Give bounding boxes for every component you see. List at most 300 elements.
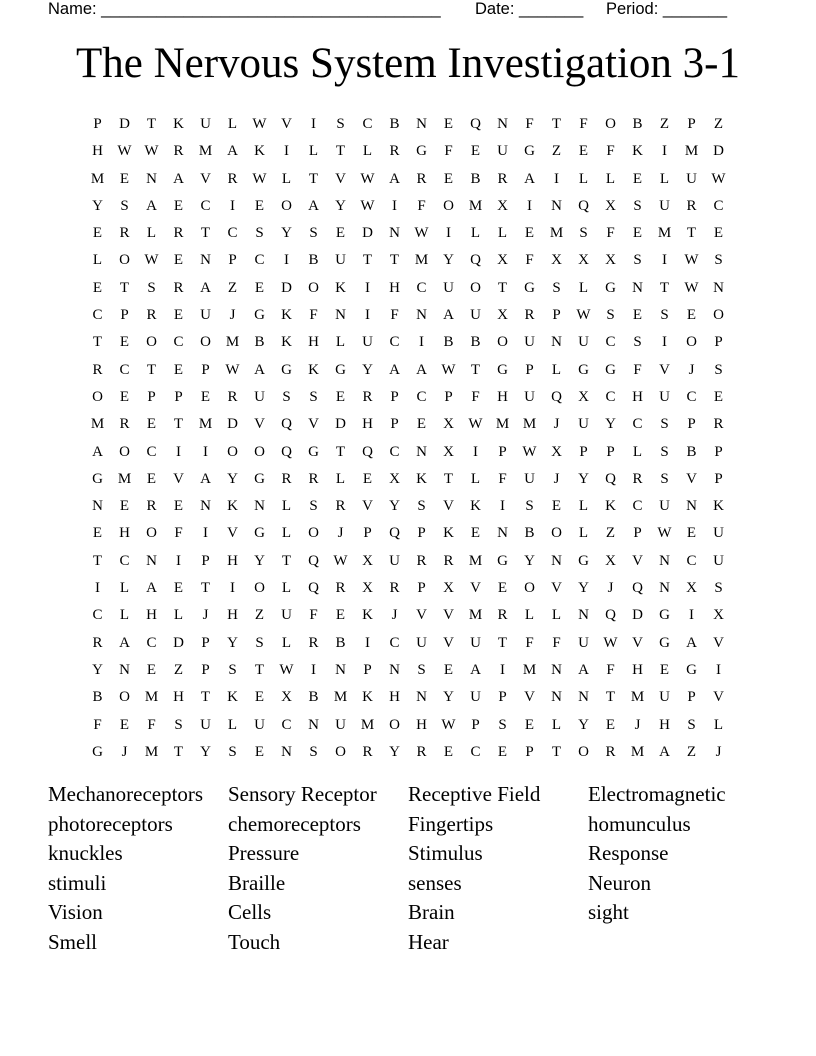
grid-letter[interactable]: J [688,361,695,378]
grid-letter[interactable]: G [254,525,265,542]
grid-letter[interactable]: N [200,252,211,269]
grid-letter[interactable]: F [525,116,534,132]
grid-letter[interactable]: P [687,689,696,706]
grid-letter[interactable]: Y [227,470,238,487]
grid-letter[interactable]: W [252,116,267,132]
grid-letter[interactable]: P [174,388,183,405]
grid-letter[interactable]: K [281,334,292,351]
grid-letter[interactable]: G [524,279,535,296]
grid-letter[interactable]: T [281,552,292,569]
grid-letter[interactable]: V [416,607,427,624]
grid-letter[interactable]: C [200,197,211,214]
grid-letter[interactable]: T [335,143,346,160]
grid-letter[interactable]: E [497,743,508,760]
grid-letter[interactable]: Y [254,552,265,569]
grid-letter[interactable]: V [362,498,373,515]
grid-letter[interactable]: X [551,252,562,269]
grid-letter[interactable]: P [687,416,696,433]
grid-letter[interactable]: E [173,252,184,269]
grid-letter[interactable]: U [659,498,670,515]
grid-letter[interactable]: N [497,116,508,132]
grid-letter[interactable]: L [281,634,292,651]
grid-letter[interactable]: E [632,307,643,324]
grid-letter[interactable]: V [200,170,211,187]
grid-letter[interactable]: M [117,470,132,487]
grid-letter[interactable]: P [579,443,588,460]
grid-letter[interactable]: P [444,388,453,405]
grid-letter[interactable]: E [173,361,184,378]
grid-letter[interactable]: R [281,470,292,487]
grid-letter[interactable]: Y [281,225,292,242]
grid-letter[interactable]: Y [443,689,454,706]
grid-letter[interactable]: X [443,580,454,597]
grid-letter[interactable]: U [713,525,724,542]
grid-letter[interactable]: S [714,361,723,378]
grid-letter[interactable]: B [308,689,319,706]
grid-letter[interactable]: R [335,498,346,515]
grid-letter[interactable]: Z [686,743,697,760]
grid-letter[interactable]: X [443,416,454,433]
grid-letter[interactable]: M [468,607,483,624]
grid-letter[interactable]: R [119,225,130,242]
grid-letter[interactable]: G [416,143,427,160]
grid-letter[interactable]: U [335,252,346,269]
grid-letter[interactable]: O [713,307,724,324]
grid-letter[interactable]: F [444,143,453,160]
grid-letter[interactable]: P [687,116,696,132]
grid-letter[interactable]: I [473,443,478,460]
grid-letter[interactable]: P [201,661,210,678]
grid-letter[interactable]: E [632,225,643,242]
grid-letter[interactable]: U [524,388,535,405]
grid-letter[interactable]: R [686,197,697,214]
grid-letter[interactable]: D [119,116,130,132]
grid-letter[interactable]: Y [578,716,589,733]
grid-letter[interactable]: V [686,470,697,487]
grid-letter[interactable]: C [119,361,130,378]
grid-letter[interactable]: M [360,716,375,733]
grid-letter[interactable]: S [633,252,642,269]
grid-letter[interactable]: Y [443,252,454,269]
grid-letter[interactable]: A [254,361,265,378]
grid-letter[interactable]: E [146,416,157,433]
grid-letter[interactable]: L [281,498,292,515]
grid-letter[interactable]: R [119,416,130,433]
grid-letter[interactable]: L [281,525,292,542]
grid-letter[interactable]: O [551,525,562,542]
grid-letter[interactable]: E [254,279,265,296]
grid-letter[interactable]: V [713,689,724,706]
grid-letter[interactable]: H [389,279,400,296]
grid-letter[interactable]: T [200,225,211,242]
grid-letter[interactable]: H [632,388,643,405]
grid-letter[interactable]: E [92,525,103,542]
grid-letter[interactable]: H [227,607,238,624]
grid-letter[interactable]: T [686,225,697,242]
grid-letter[interactable]: F [552,634,561,651]
grid-letter[interactable]: T [92,552,103,569]
grid-letter[interactable]: E [146,661,157,678]
grid-letter[interactable]: Z [227,279,238,296]
grid-letter[interactable]: P [552,307,561,324]
grid-letter[interactable]: E [119,334,130,351]
grid-letter[interactable]: F [498,470,507,487]
grid-letter[interactable]: E [659,661,670,678]
grid-letter[interactable]: N [281,743,292,760]
grid-letter[interactable]: T [470,361,481,378]
grid-letter[interactable]: S [228,743,237,760]
grid-letter[interactable]: M [630,689,645,706]
grid-letter[interactable]: B [254,334,265,351]
grid-letter[interactable]: W [441,361,456,378]
grid-letter[interactable]: P [363,661,372,678]
grid-letter[interactable]: O [389,716,400,733]
grid-letter[interactable]: P [93,116,102,132]
grid-letter[interactable]: N [92,498,103,515]
grid-letter[interactable]: L [713,716,724,733]
grid-letter[interactable]: Q [605,470,616,487]
grid-letter[interactable]: S [309,388,318,405]
grid-letter[interactable]: H [119,525,130,542]
grid-letter[interactable]: T [389,252,400,269]
grid-letter[interactable]: M [495,416,510,433]
grid-letter[interactable]: S [228,661,237,678]
grid-letter[interactable]: K [443,525,454,542]
grid-letter[interactable]: R [227,388,238,405]
grid-letter[interactable]: E [713,388,724,405]
grid-letter[interactable]: U [200,307,211,324]
grid-letter[interactable]: M [549,225,564,242]
grid-letter[interactable]: Y [92,661,103,678]
grid-letter[interactable]: Q [605,607,616,624]
grid-letter[interactable]: L [470,225,481,242]
grid-letter[interactable]: Q [308,580,319,597]
grid-letter[interactable]: K [227,498,238,515]
grid-letter[interactable]: I [662,334,667,351]
grid-letter[interactable]: E [173,580,184,597]
grid-letter[interactable]: L [497,225,508,242]
grid-letter[interactable]: O [119,252,130,269]
grid-letter[interactable]: A [308,197,319,214]
grid-letter[interactable]: F [606,661,615,678]
grid-letter[interactable]: S [498,716,507,733]
grid-letter[interactable]: E [119,388,130,405]
grid-letter[interactable]: F [525,634,534,651]
grid-letter[interactable]: A [200,470,211,487]
grid-letter[interactable]: N [146,170,157,187]
grid-letter[interactable]: X [497,307,508,324]
grid-letter[interactable]: F [390,307,399,324]
grid-letter[interactable]: B [470,170,481,187]
grid-letter[interactable]: X [443,443,454,460]
grid-letter[interactable]: V [443,498,454,515]
grid-letter[interactable]: V [308,416,319,433]
grid-letter[interactable]: O [308,279,319,296]
grid-letter[interactable]: C [362,116,373,132]
grid-letter[interactable]: P [714,443,723,460]
grid-letter[interactable]: Y [335,197,346,214]
grid-letter[interactable]: O [335,743,346,760]
grid-letter[interactable]: W [252,170,267,187]
grid-letter[interactable]: I [230,197,235,214]
grid-letter[interactable]: I [203,443,208,460]
grid-letter[interactable]: I [176,552,181,569]
grid-letter[interactable]: W [360,170,375,187]
grid-letter[interactable]: F [417,197,426,214]
grid-letter[interactable]: Q [578,197,589,214]
grid-letter[interactable]: O [92,388,103,405]
grid-letter[interactable]: R [308,470,319,487]
grid-letter[interactable]: L [335,470,346,487]
grid-letter[interactable]: L [578,498,589,515]
grid-letter[interactable]: B [443,334,454,351]
grid-letter[interactable]: R [173,143,184,160]
grid-letter[interactable]: O [254,443,265,460]
grid-letter[interactable]: K [416,470,427,487]
grid-letter[interactable]: U [254,716,265,733]
grid-letter[interactable]: G [254,470,265,487]
grid-letter[interactable]: I [392,197,397,214]
grid-letter[interactable]: Q [281,443,292,460]
grid-letter[interactable]: G [605,361,616,378]
grid-letter[interactable]: E [335,225,346,242]
grid-letter[interactable]: P [714,334,723,351]
grid-letter[interactable]: K [470,498,481,515]
grid-letter[interactable]: W [657,525,672,542]
grid-letter[interactable]: E [173,498,184,515]
grid-letter[interactable]: G [335,361,346,378]
grid-letter[interactable]: I [176,443,181,460]
grid-letter[interactable]: S [282,388,291,405]
grid-letter[interactable]: O [578,743,589,760]
grid-letter[interactable]: P [147,388,156,405]
grid-letter[interactable]: Y [362,361,373,378]
grid-letter[interactable]: R [443,552,454,569]
grid-letter[interactable]: W [441,716,456,733]
grid-letter[interactable]: O [254,580,265,597]
grid-letter[interactable]: U [200,716,211,733]
grid-letter[interactable]: K [605,498,616,515]
grid-letter[interactable]: Y [605,416,616,433]
grid-letter[interactable]: S [660,416,669,433]
grid-letter[interactable]: M [198,416,213,433]
grid-letter[interactable]: R [416,170,427,187]
grid-letter[interactable]: Y [200,743,211,760]
grid-letter[interactable]: O [281,197,292,214]
grid-letter[interactable]: Y [389,743,400,760]
grid-letter[interactable]: P [228,252,237,269]
grid-letter[interactable]: S [255,634,264,651]
grid-letter[interactable]: C [92,307,103,324]
grid-letter[interactable]: D [173,634,184,651]
grid-letter[interactable]: E [335,607,346,624]
grid-letter[interactable]: S [120,197,129,214]
grid-letter[interactable]: V [443,607,454,624]
grid-letter[interactable]: N [335,661,346,678]
grid-letter[interactable]: Q [470,252,481,269]
grid-letter[interactable]: S [525,498,534,515]
grid-letter[interactable]: U [578,634,589,651]
grid-letter[interactable]: E [254,743,265,760]
grid-letter[interactable]: L [362,143,373,160]
grid-letter[interactable]: Z [551,143,562,160]
grid-letter[interactable]: P [201,361,210,378]
grid-letter[interactable]: V [227,525,238,542]
grid-letter[interactable]: R [362,388,373,405]
grid-letter[interactable]: S [255,225,264,242]
grid-letter[interactable]: J [715,743,722,760]
grid-letter[interactable]: I [446,225,451,242]
grid-letter[interactable]: N [416,689,427,706]
grid-letter[interactable]: J [553,470,560,487]
grid-letter[interactable]: C [713,197,724,214]
grid-letter[interactable]: A [389,170,400,187]
grid-letter[interactable]: D [335,416,346,433]
grid-letter[interactable]: F [309,307,318,324]
grid-letter[interactable]: E [119,170,130,187]
grid-letter[interactable]: C [686,388,697,405]
grid-letter[interactable]: R [146,307,157,324]
grid-letter[interactable]: C [173,334,184,351]
grid-letter[interactable]: L [146,225,157,242]
grid-letter[interactable]: A [119,634,130,651]
grid-letter[interactable]: M [468,552,483,569]
grid-letter[interactable]: B [389,116,400,132]
grid-letter[interactable]: U [497,143,508,160]
grid-letter[interactable]: F [579,116,588,132]
grid-letter[interactable]: O [119,443,130,460]
grid-letter[interactable]: N [551,689,562,706]
grid-letter[interactable]: K [308,361,319,378]
grid-letter[interactable]: O [686,334,697,351]
grid-letter[interactable]: R [335,580,346,597]
grid-letter[interactable]: S [309,225,318,242]
grid-letter[interactable]: U [659,689,670,706]
grid-letter[interactable]: T [335,443,346,460]
grid-letter[interactable]: N [659,552,670,569]
grid-letter[interactable]: U [416,634,427,651]
grid-letter[interactable]: K [713,498,724,515]
grid-letter[interactable]: G [524,143,535,160]
grid-letter[interactable]: L [227,116,238,132]
grid-letter[interactable]: X [605,552,616,569]
grid-letter[interactable]: J [634,716,641,733]
grid-letter[interactable]: S [336,116,345,132]
grid-letter[interactable]: S [309,743,318,760]
grid-letter[interactable]: P [633,525,642,542]
grid-letter[interactable]: N [551,661,562,678]
grid-letter[interactable]: B [686,443,697,460]
grid-letter[interactable]: L [551,361,562,378]
grid-letter[interactable]: R [227,170,238,187]
grid-letter[interactable]: V [551,580,562,597]
name-field-label[interactable]: Name: _____________________________________ [48,0,441,18]
grid-letter[interactable]: A [227,143,238,160]
grid-letter[interactable]: M [90,170,105,187]
grid-letter[interactable]: R [416,552,427,569]
grid-letter[interactable]: I [284,252,289,269]
grid-letter[interactable]: S [417,498,426,515]
grid-letter[interactable]: H [362,416,373,433]
grid-letter[interactable]: O [605,116,616,132]
grid-letter[interactable]: U [470,307,481,324]
grid-letter[interactable]: M [198,143,213,160]
grid-letter[interactable]: E [200,388,211,405]
grid-letter[interactable]: F [309,607,318,624]
grid-letter[interactable]: O [470,279,481,296]
grid-letter[interactable]: O [146,525,157,542]
grid-letter[interactable]: R [416,743,427,760]
grid-letter[interactable]: V [443,634,454,651]
grid-letter[interactable]: Y [578,580,589,597]
grid-letter[interactable]: N [389,661,400,678]
grid-letter[interactable]: M [468,197,483,214]
grid-letter[interactable]: X [362,580,373,597]
grid-letter[interactable]: U [659,197,670,214]
grid-letter[interactable]: E [254,197,265,214]
grid-letter[interactable]: M [630,743,645,760]
grid-letter[interactable]: N [146,552,157,569]
grid-letter[interactable]: C [632,416,643,433]
grid-letter[interactable]: E [254,689,265,706]
grid-letter[interactable]: K [173,116,184,132]
grid-letter[interactable]: I [365,634,370,651]
grid-letter[interactable]: A [92,443,103,460]
grid-letter[interactable]: W [576,307,591,324]
grid-letter[interactable]: E [632,170,643,187]
grid-letter[interactable]: A [443,307,454,324]
grid-letter[interactable]: I [95,580,100,597]
grid-letter[interactable]: S [660,307,669,324]
grid-letter[interactable]: M [414,252,429,269]
grid-letter[interactable]: M [657,225,672,242]
grid-letter[interactable]: J [121,743,128,760]
grid-letter[interactable]: L [227,716,238,733]
grid-letter[interactable]: G [281,361,292,378]
grid-letter[interactable]: W [684,252,699,269]
grid-letter[interactable]: V [632,552,643,569]
grid-letter[interactable]: L [92,252,103,269]
grid-letter[interactable]: P [201,634,210,651]
grid-letter[interactable]: N [254,498,265,515]
grid-letter[interactable]: Q [362,443,373,460]
grid-letter[interactable]: C [146,634,157,651]
grid-letter[interactable]: T [146,361,157,378]
grid-letter[interactable]: W [333,552,348,569]
grid-letter[interactable]: W [414,225,429,242]
grid-letter[interactable]: I [500,498,505,515]
grid-letter[interactable]: V [713,634,724,651]
grid-letter[interactable]: L [119,580,130,597]
grid-letter[interactable]: S [147,279,156,296]
grid-letter[interactable]: D [227,416,238,433]
grid-letter[interactable]: S [714,252,723,269]
grid-letter[interactable]: U [281,607,292,624]
grid-letter[interactable]: U [713,552,724,569]
grid-letter[interactable]: N [578,689,589,706]
grid-letter[interactable]: W [117,143,132,160]
grid-letter[interactable]: W [522,443,537,460]
grid-letter[interactable]: T [173,416,184,433]
grid-letter[interactable]: T [200,689,211,706]
grid-letter[interactable]: X [497,197,508,214]
grid-letter[interactable]: R [497,170,508,187]
grid-letter[interactable]: H [92,143,103,160]
grid-letter[interactable]: J [337,525,344,542]
grid-letter[interactable]: I [311,661,316,678]
grid-letter[interactable]: Q [308,552,319,569]
grid-letter[interactable]: C [416,279,427,296]
